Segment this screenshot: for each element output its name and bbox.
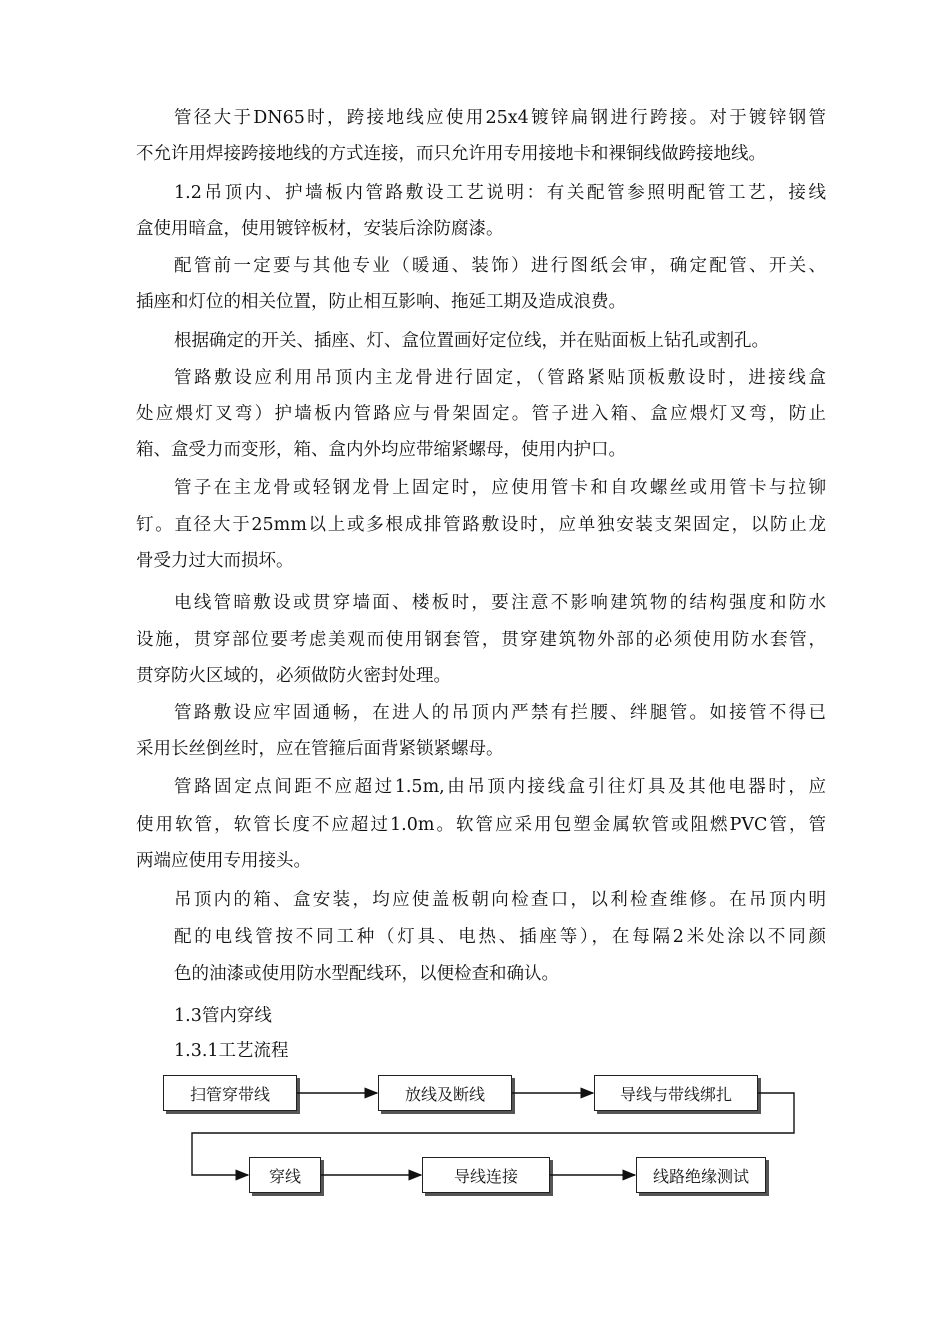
flow-step-box: 线路绝缘测试 (636, 1157, 766, 1193)
paragraph-line: 钉。直径大于25mm以上或多根成排管路敷设时，应单独安装支架固定，以防止龙 (136, 515, 826, 535)
paragraph-line: 骨受力过大而损坏。 (136, 551, 294, 571)
paragraph-line: 吊顶内的箱、盒安装，均应使盖板朝向检查口，以利检查维修。在吊顶内明 (174, 890, 826, 910)
flow-step-box: 导线连接 (422, 1157, 550, 1193)
paragraph-line: 色的油漆或使用防水型配线环，以便检查和确认。 (174, 964, 559, 984)
paragraph-line: 配管前一定要与其他专业（暖通、装饰）进行图纸会审，确定配管、开关、 (174, 256, 826, 276)
flow-step-box: 导线与带线绑扎 (594, 1075, 758, 1111)
paragraph-line: 管径大于DN65时，跨接地线应使用25x4镀锌扁钢进行跨接。对于镀锌钢管 (174, 108, 826, 128)
section-heading-1-3: 1.3管内穿线 (174, 1006, 272, 1026)
paragraph-line: 不允许用焊接跨接地线的方式连接，而只允许用专用接地卡和裸铜线做跨接地线。 (136, 144, 766, 164)
flow-step-box: 扫管穿带线 (163, 1075, 297, 1111)
paragraph-line: 电线管暗敷设或贯穿墙面、楼板时，要注意不影响建筑物的结构强度和防水 (174, 593, 826, 613)
paragraph-line: 箱、盒受力而变形，箱、盒内外均应带缩紧螺母，使用内护口。 (136, 440, 626, 460)
paragraph-line: 贯穿防火区域的，必须做防火密封处理。 (136, 666, 451, 686)
paragraph-line: 设施，贯穿部位要考虑美观而使用钢套管，贯穿建筑物外部的必须使用防水套管， (136, 630, 826, 650)
paragraph-line: 管子在主龙骨或轻钢龙骨上固定时，应使用管卡和自攻螺丝或用管卡与拉铆 (174, 478, 826, 498)
paragraph-line: 采用长丝倒丝时，应在管箍后面背紧锁紧螺母。 (136, 739, 504, 759)
paragraph-line: 1.2吊顶内、护墙板内管路敷设工艺说明：有关配管参照明配管工艺，接线 (174, 183, 826, 203)
paragraph-line: 管路固定点间距不应超过1.5m,由吊顶内接线盒引往灯具及其他电器时，应 (174, 777, 826, 797)
paragraph-line: 管路敷设应牢固通畅，在进人的吊顶内严禁有拦腰、绊腿管。如接管不得已 (174, 703, 826, 723)
paragraph-line: 使用软管，软管长度不应超过1.0m。软管应采用包塑金属软管或阻燃PVC管，管 (136, 815, 826, 835)
paragraph-line: 插座和灯位的相关位置，防止相互影响、拖延工期及造成浪费。 (136, 292, 626, 312)
section-heading-1-3-1: 1.3.1工艺流程 (174, 1041, 289, 1061)
paragraph-line: 配的电线管按不同工种（灯具、电热、插座等），在每隔2米处涂以不同颜 (174, 927, 826, 947)
paragraph-line: 两端应使用专用接头。 (136, 851, 311, 871)
return-connector (192, 1093, 794, 1175)
paragraph-line: 根据确定的开关、插座、灯、盒位置画好定位线，并在贴面板上钻孔或割孔。 (174, 331, 769, 351)
paragraph-line: 盒使用暗盒，使用镀锌板材，安装后涂防腐漆。 (136, 219, 504, 239)
paragraph-line: 处应煨灯叉弯）护墙板内管路应与骨架固定。管子进入箱、盒应煨灯叉弯，防止 (136, 404, 826, 424)
flow-step-box: 放线及断线 (378, 1075, 512, 1111)
flow-step-box: 穿线 (249, 1157, 321, 1193)
paragraph-line: 管路敷设应利用吊顶内主龙骨进行固定，（管路紧贴顶板敷设时，进接线盒 (174, 368, 826, 388)
